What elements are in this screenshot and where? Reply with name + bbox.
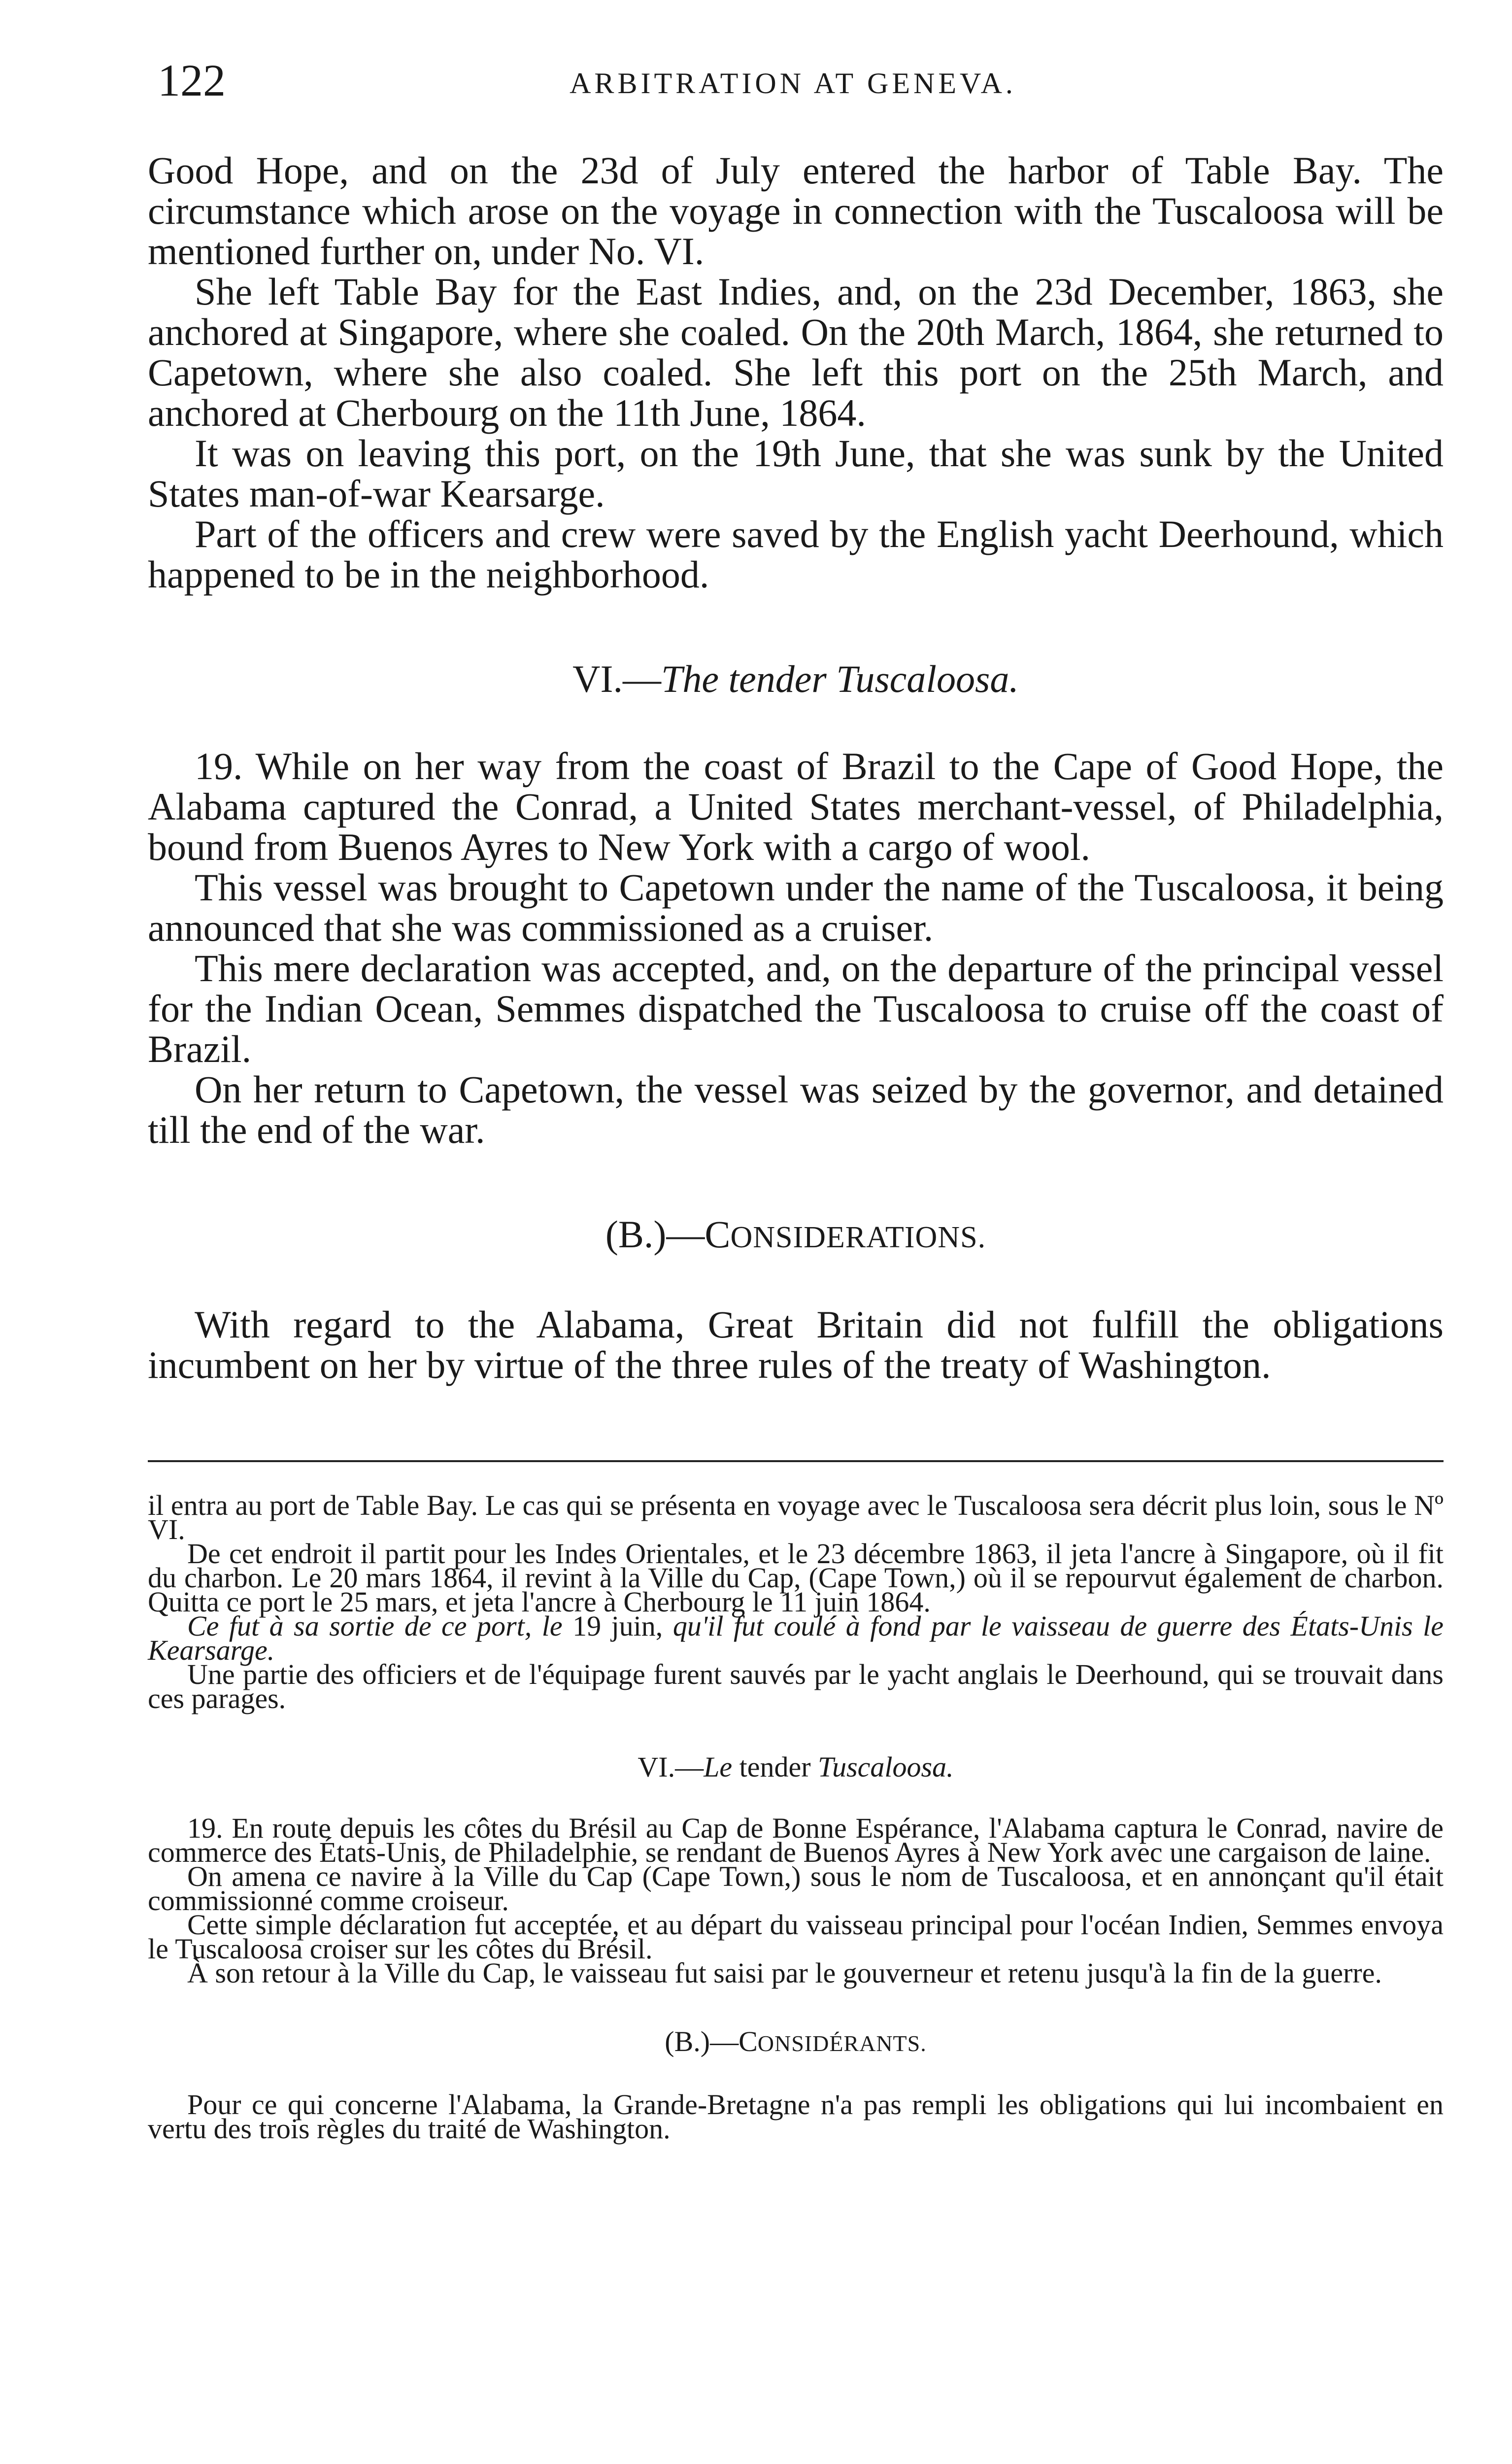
- footnote-divider: [148, 1460, 1444, 1462]
- french-paragraph: [148, 1610, 1444, 1666]
- page-header: [148, 54, 1438, 118]
- french-paragraph: À son retour à la Ville du Cap, le vaisseau fut saisi par le gouverneur et retenu jusqu'à la fin de la guerre.: [187, 1957, 1382, 1989]
- section-heading-considerations: [148, 1214, 1444, 1258]
- page-number: 122: [158, 55, 226, 105]
- running-title: ARBITRATION AT GENEVA.: [570, 67, 1016, 100]
- french-text: [148, 1489, 1444, 2145]
- section-heading-considerants: [148, 2025, 1444, 2057]
- heading-initial: C: [739, 2025, 758, 2057]
- english-text: [148, 150, 1444, 1385]
- english-paragraph: With regard to the Alabama, Great Britain did not fulfill the obligations incumbent on her by virtue of the three rules of the treaty of Washington.: [148, 1303, 1444, 1386]
- heading-prefix: (B.)—: [665, 2025, 739, 2057]
- section-heading-tuscaloosa: [148, 659, 1444, 699]
- heading-prefix: VI.—: [638, 1751, 704, 1783]
- section-heading-tuscaloosa-fr: [148, 1751, 1444, 1783]
- english-paragraph: Part of the officers and crew were saved by the English yacht Deerhound, which happened to be in the neighborhood.: [148, 513, 1444, 596]
- heading-name: Tuscaloosa.: [818, 1751, 954, 1783]
- english-paragraph: On her return to Capetown, the vessel was seized by the governor, and detained till the end of the war.: [148, 1068, 1444, 1151]
- french-paragraph: De cet endroit il partit pour les Indes Orientales, et le 23 décembre 1863, il jeta l'ancre à Singapore, où il fit du charbon. Le 20 mars 1864, il revint à la Ville du Cap, (Cape Town,) où il se repourvut également de charbon. Quitta ce port le 25 mars, et jeta l'ancre à Cherbourg le 11 juin 1864.: [148, 1538, 1444, 1618]
- italic-text: Ce fut à sa sortie de ce port, le: [187, 1610, 563, 1642]
- heading-tender: tender: [739, 1751, 811, 1783]
- heading-initial: C: [705, 1213, 731, 1256]
- english-paragraph: This vessel was brought to Capetown under the name of the Tuscaloosa, it being announced that she was commissioned as a cruiser.: [148, 866, 1444, 949]
- heading-title: The tender Tuscaloosa.: [661, 657, 1019, 700]
- english-paragraph: It was on leaving this port, on the 19th June, that she was sunk by the United States man-of-war Kearsarge.: [148, 432, 1444, 515]
- heading-prefix: VI.—: [572, 657, 661, 700]
- french-paragraph: Une partie des officiers et de l'équipage furent sauvés par le yacht anglais le Deerhound, qui se trouvait dans ces parages.: [148, 1658, 1444, 1714]
- french-paragraph: Cette simple déclaration fut acceptée, et au départ du vaisseau principal pour l'océan Indien, Semmes envoya le Tuscaloosa croiser sur les côtes du Brésil.: [148, 1909, 1444, 1965]
- heading-le: Le: [704, 1751, 733, 1783]
- french-paragraph: 19. En route depuis les côtes du Brésil au Cap de Bonne Espérance, l'Alabama captura le Conrad, navire de commerce des États-Unis, de Philadelphie, se rendant de Buenos Ayres à New York avec une cargaison de laine.: [148, 1812, 1444, 1868]
- heading-prefix: (B.)—: [605, 1213, 705, 1256]
- roman-text: 19 juin,: [572, 1610, 663, 1642]
- italic-text: qu'il fut coulé à fond par le vaisseau de guerre des États-Unis le Kearsarge.: [148, 1610, 1444, 1666]
- french-paragraph: il entra au port de Table Bay. Le cas qui se présenta en voyage avec le Tuscaloosa sera décrit plus loin, sous le Nº VI.: [148, 1489, 1444, 1545]
- english-paragraph: This mere declaration was accepted, and, on the departure of the principal vessel for the Indian Ocean, Semmes dispatched the Tuscaloosa to cruise off the coast of Brazil.: [148, 947, 1444, 1070]
- french-paragraph: Pour ce qui concerne l'Alabama, la Grande-Bretagne n'a pas rempli les obligations qui lui incombaient en vertu des trois règles du traité de Washington.: [148, 2088, 1444, 2145]
- english-paragraph: She left Table Bay for the East Indies, and, on the 23d December, 1863, she anchored at Singapore, where she coaled. On the 20th March, 1864, she returned to Capetown, where she also coaled. She left this port on the 25th March, and anchored at Cherbourg on the 11th June, 1864.: [148, 270, 1444, 434]
- english-paragraph: 19. While on her way from the coast of Brazil to the Cape of Good Hope, the Alabama captured the Conrad, a United States merchant-vessel, of Philadelphia, bound from Buenos Ayres to New York with a cargo of wool.: [148, 745, 1444, 868]
- heading-rest: ONSIDÉRANTS.: [757, 2031, 927, 2056]
- english-paragraph: Good Hope, and on the 23d of July entered the harbor of Table Bay. The circumstance which arose on the voyage in connection with the Tuscaloosa will be mentioned further on, under No. VI.: [148, 149, 1444, 273]
- french-paragraph: On amena ce navire à la Ville du Cap (Cape Town,) sous le nom de Tuscaloosa, et en annonçant qu'il était commissionné comme croiseur.: [148, 1860, 1444, 1916]
- heading-rest: ONSIDERATIONS.: [730, 1221, 986, 1254]
